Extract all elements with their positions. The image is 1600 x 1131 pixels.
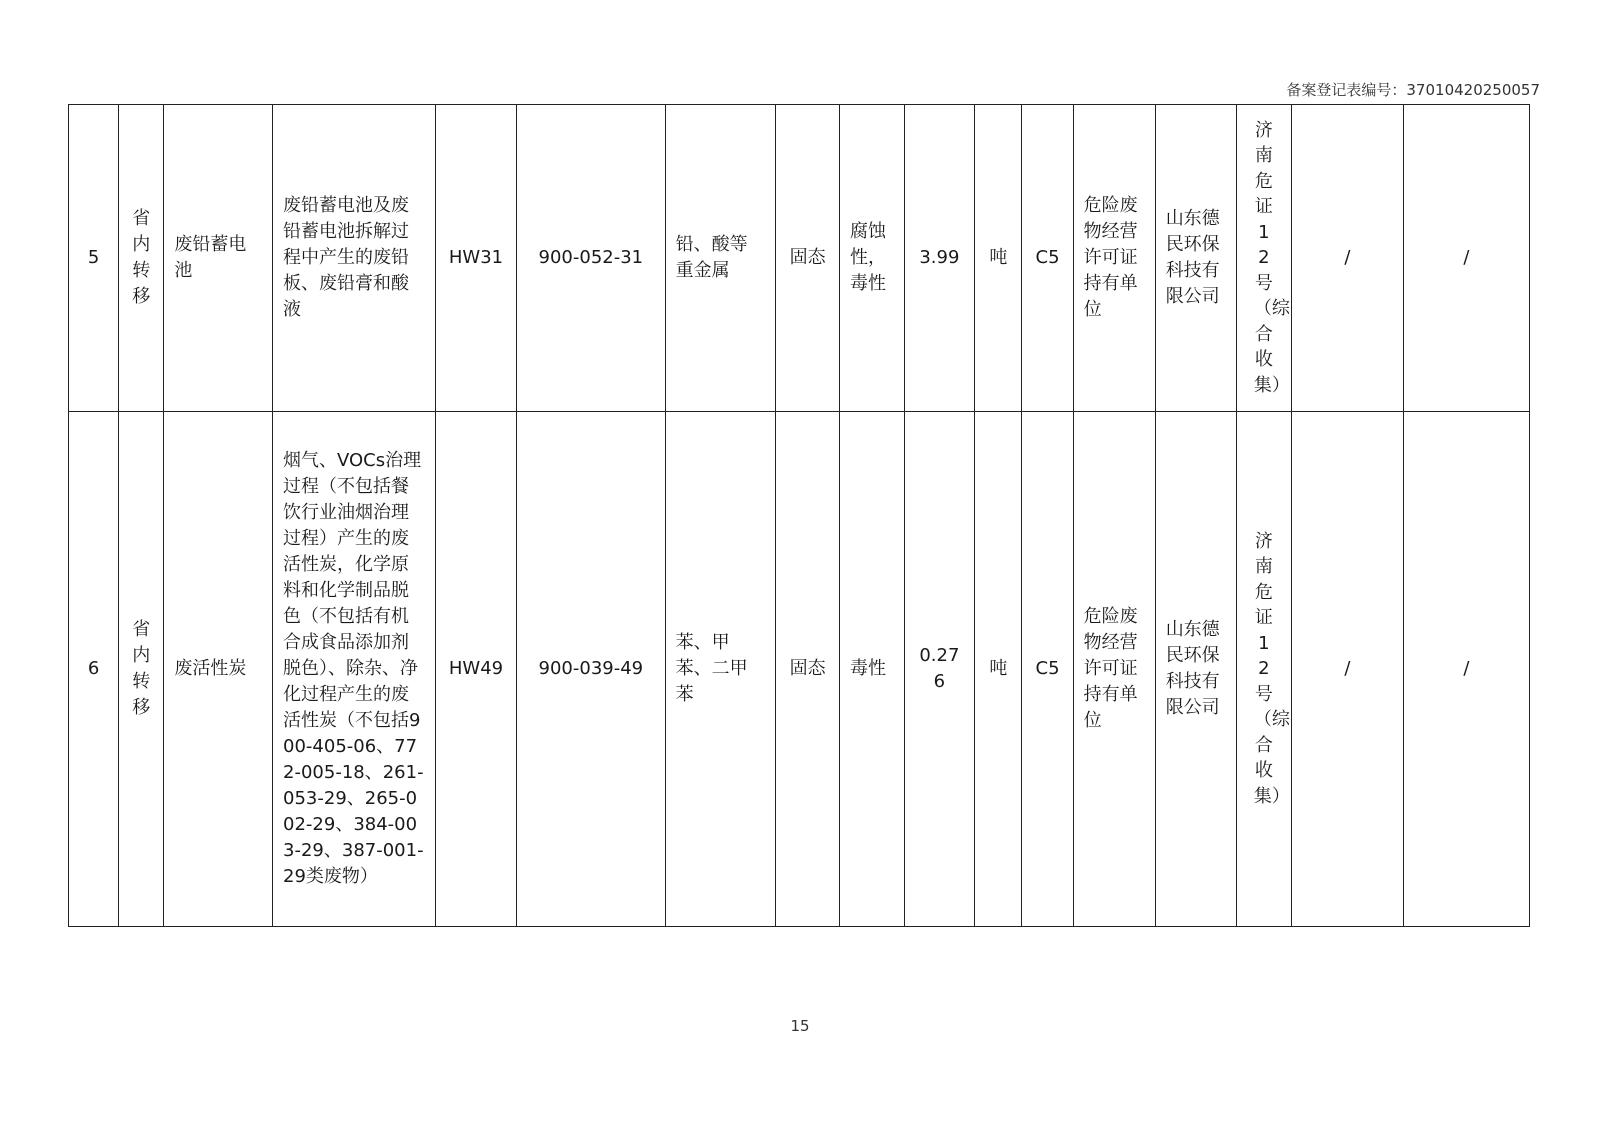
disposal-method: C5 bbox=[1022, 105, 1073, 412]
quantity: 3.99 bbox=[904, 105, 975, 412]
table-row bbox=[69, 412, 1530, 927]
registration-number bbox=[1286, 79, 1540, 100]
waste-code: 900-039-49 bbox=[517, 412, 666, 927]
waste-category: HW49 bbox=[436, 412, 517, 927]
empty-cell: / bbox=[1292, 105, 1404, 412]
waste-category: HW31 bbox=[436, 105, 517, 412]
license-number: 济南危证12号（综合收集） bbox=[1253, 119, 1290, 396]
hazardous-components: 苯、甲苯、二甲苯 bbox=[665, 412, 776, 927]
unit: 吨 bbox=[975, 105, 1022, 412]
receiver-type: 危险废物经营许可证持有单位 bbox=[1073, 412, 1155, 927]
row-index: 6 bbox=[69, 412, 119, 927]
unit: 吨 bbox=[975, 412, 1022, 927]
hazard-property: 毒性 bbox=[839, 412, 904, 927]
hazard-property: 腐蚀性，毒性 bbox=[839, 105, 904, 412]
waste-description: 废铅蓄电池及废铅蓄电池拆解过程中产生的废铅板、废铅膏和酸液 bbox=[273, 105, 436, 412]
hazardous-components: 铅、酸等重金属 bbox=[665, 105, 776, 412]
waste-code: 900-052-31 bbox=[517, 105, 666, 412]
license-cell bbox=[1236, 412, 1291, 927]
license-cell bbox=[1236, 105, 1291, 412]
empty-cell: / bbox=[1403, 412, 1529, 927]
waste-form: 固态 bbox=[776, 412, 840, 927]
empty-cell: / bbox=[1292, 412, 1404, 927]
transfer-type: 省内转移 bbox=[132, 208, 151, 307]
waste-description: 烟气、VOCs治理过程（不包括餐饮行业油烟治理过程）产生的废活性炭，化学原料和化学制品脱色（不包括有机合成食品添加剂脱色）、除杂、净化过程产生的废活性炭（不包括900-405-06、772-005-18、261-053-29、265-002-29、384-003-29、387-001-29类废物） bbox=[273, 412, 436, 927]
transfer-type-cell bbox=[119, 105, 164, 412]
waste-name: 废活性炭 bbox=[164, 412, 273, 927]
disposal-method: C5 bbox=[1022, 412, 1073, 927]
receiver-name: 山东德民环保科技有限公司 bbox=[1155, 412, 1236, 927]
transfer-type: 省内转移 bbox=[132, 619, 151, 718]
waste-transfer-table bbox=[68, 104, 1530, 927]
license-number: 济南危证12号（综合收集） bbox=[1253, 530, 1290, 807]
page-number: 15 bbox=[790, 1017, 810, 1035]
quantity: 0.276 bbox=[904, 412, 975, 927]
transfer-type-cell bbox=[119, 412, 164, 927]
empty-cell: / bbox=[1403, 105, 1529, 412]
receiver-type: 危险废物经营许可证持有单位 bbox=[1073, 105, 1155, 412]
registration-value: 37010420250057 bbox=[1406, 81, 1540, 99]
waste-form: 固态 bbox=[776, 105, 840, 412]
row-index: 5 bbox=[69, 105, 119, 412]
receiver-name: 山东德民环保科技有限公司 bbox=[1155, 105, 1236, 412]
registration-label: 备案登记表编号： bbox=[1286, 81, 1407, 99]
table-row bbox=[69, 105, 1530, 412]
waste-name: 废铅蓄电池 bbox=[164, 105, 273, 412]
